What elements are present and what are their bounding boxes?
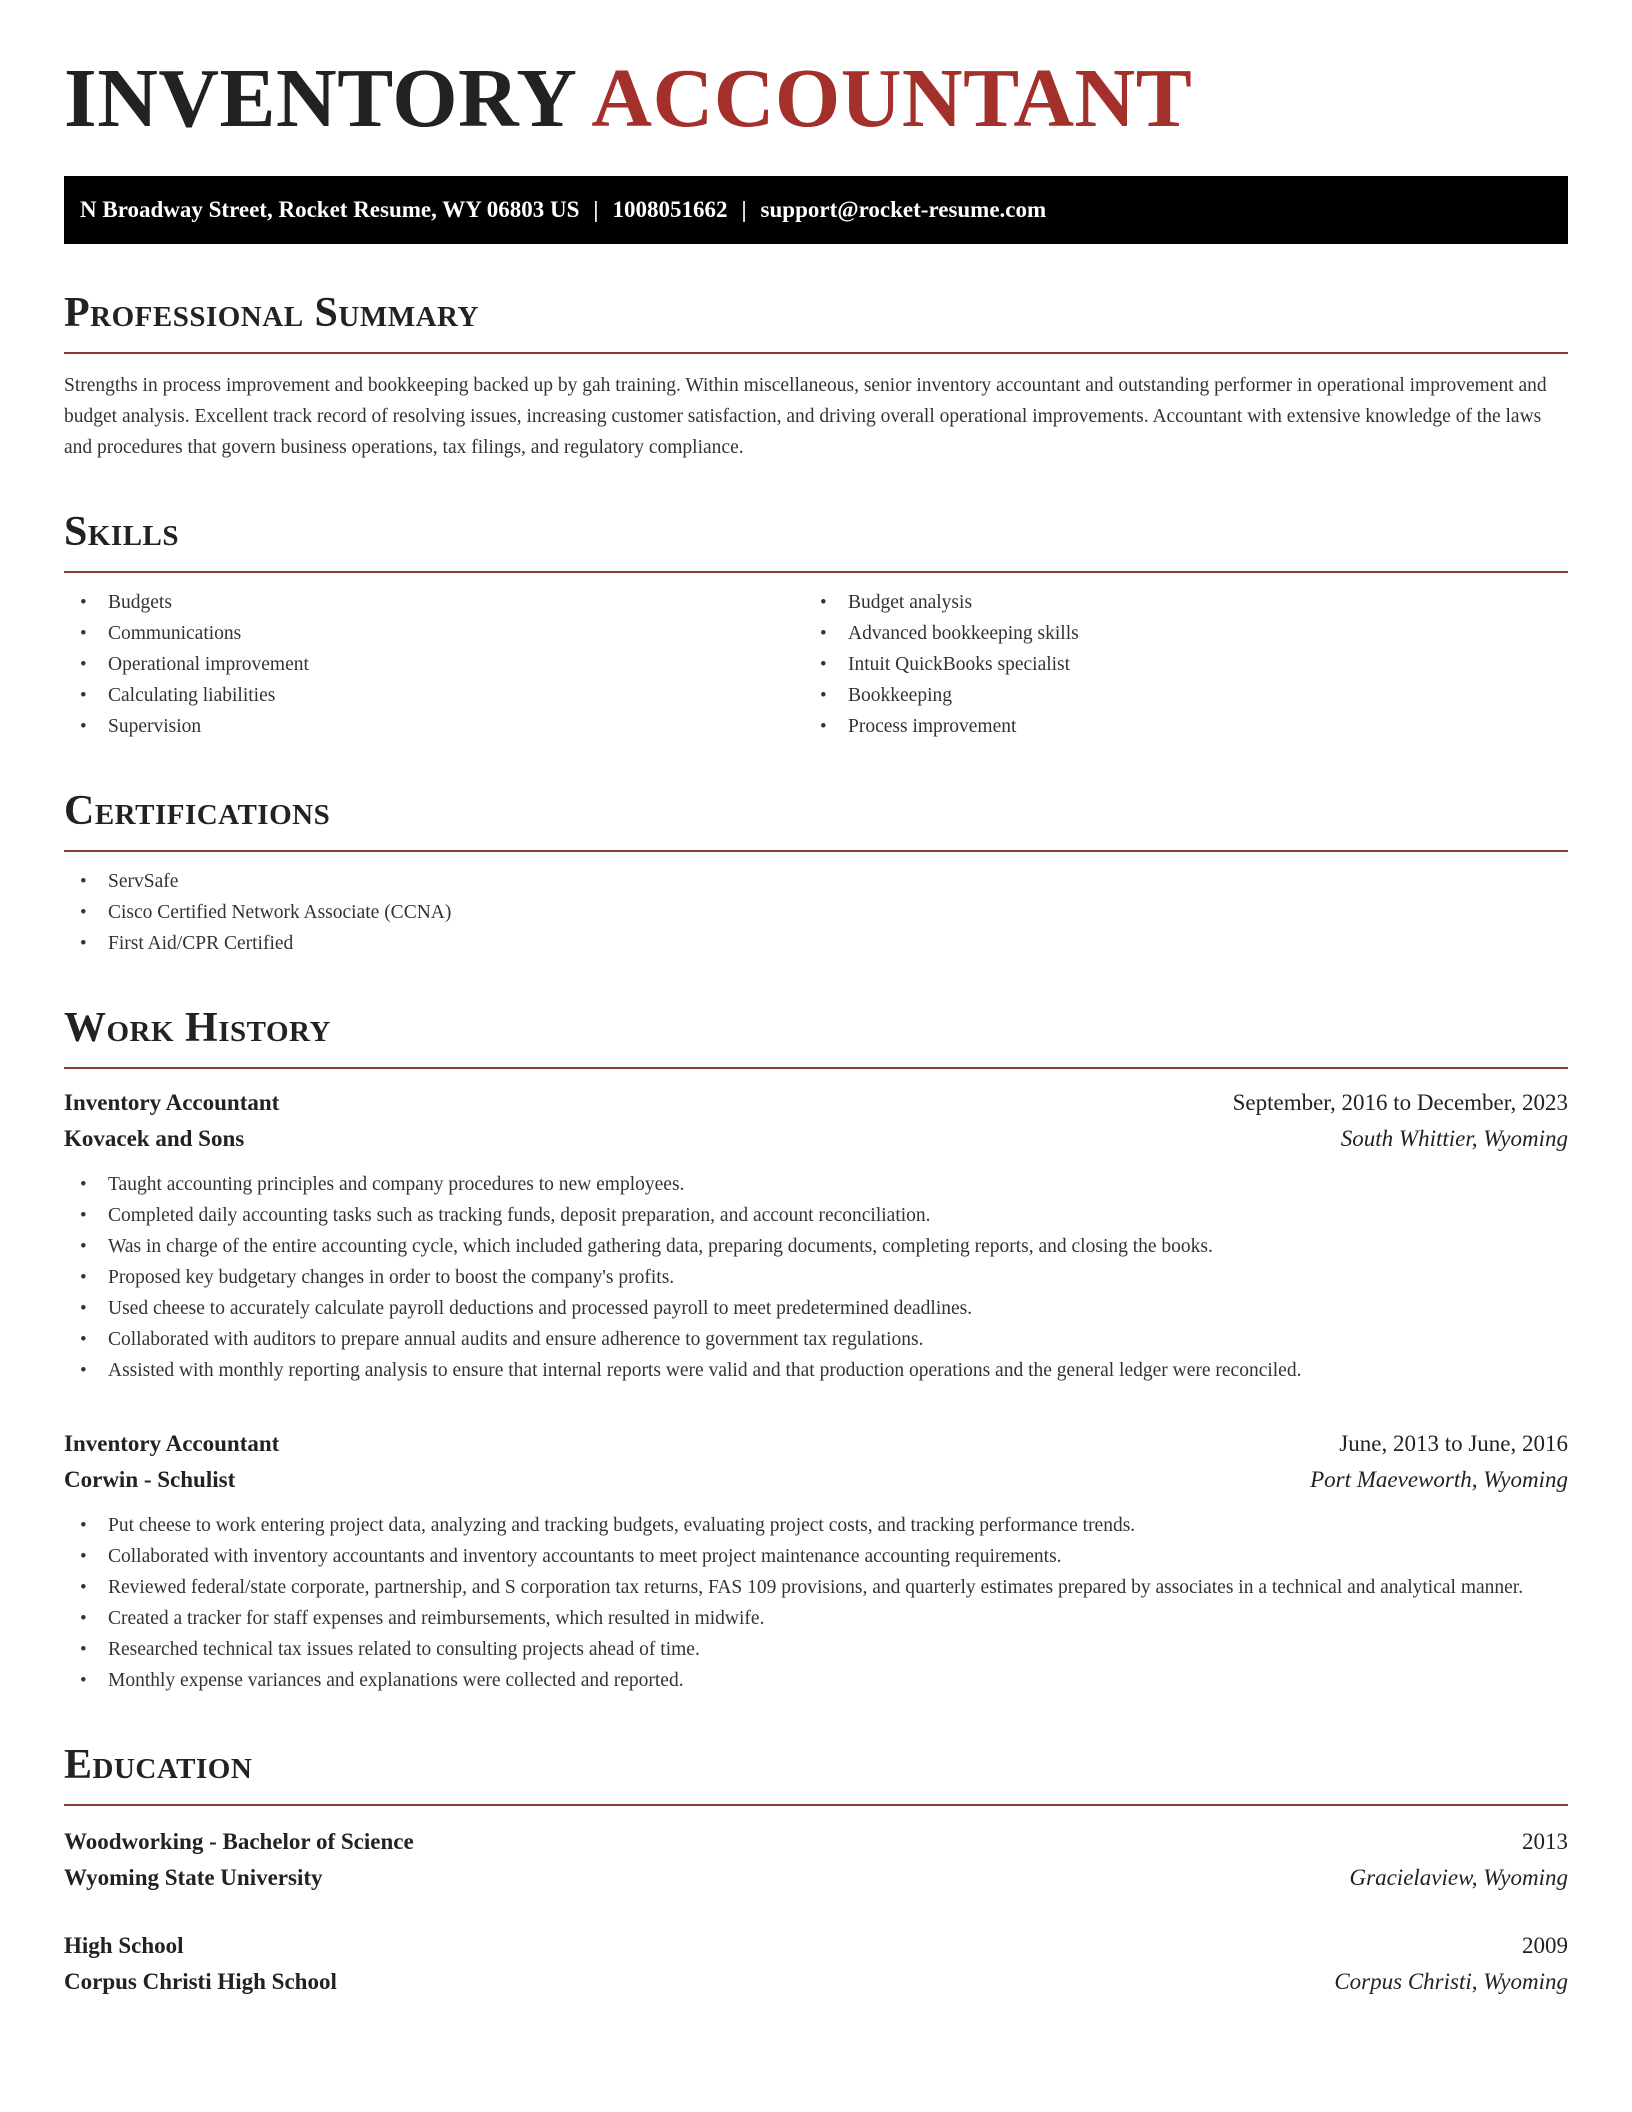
section-title-summary: Professional Summary — [64, 290, 479, 336]
job-title: Inventory Accountant — [64, 1431, 280, 1456]
skill-item: • Intuit QuickBooks specialist — [804, 649, 1544, 680]
certifications-list — [64, 866, 1568, 959]
job-duty-item: • Researched technical tax issues related to consulting projects ahead of time. — [64, 1634, 1568, 1665]
bullet-icon: • — [80, 1329, 87, 1350]
bullet-icon: • — [80, 1546, 87, 1567]
bullet-icon: • — [820, 654, 827, 675]
contact-bar — [64, 176, 1568, 244]
section-divider — [64, 571, 1568, 573]
bullet-icon: • — [80, 1236, 87, 1257]
job-duty-item: • Monthly expense variances and explanations were collected and reported. — [64, 1665, 1568, 1696]
contact-email: support@rocket-resume.com — [760, 197, 1047, 222]
certifications-section — [64, 786, 1568, 959]
certification-item: • Cisco Certified Network Associate (CCNA) — [64, 897, 1568, 928]
job-header-row — [64, 1085, 1568, 1121]
job-duty-item: • Proposed key budgetary changes in order to boost the company's profits. — [64, 1262, 1568, 1293]
bullet-icon: • — [80, 1608, 87, 1629]
certification-item: • First Aid/CPR Certified — [64, 928, 1568, 959]
section-divider — [64, 1804, 1568, 1806]
bullet-icon: • — [80, 1360, 87, 1381]
resume-page — [64, 0, 1568, 2000]
skills-list-right — [804, 587, 1544, 742]
education-entry — [64, 1928, 1568, 2000]
bullet-icon: • — [80, 1298, 87, 1319]
education-entry — [64, 1824, 1568, 1896]
skill-item: • Budgets — [64, 587, 804, 618]
education-year: 2013 — [1522, 1829, 1568, 1854]
job-duty-item: • Completed daily accounting tasks such as tracking funds, deposit preparation, and account reconciliation. — [64, 1200, 1568, 1231]
skills-list-left — [64, 587, 804, 742]
job-title: Inventory Accountant — [64, 1090, 280, 1115]
job-header-row — [64, 1426, 1568, 1462]
section-title-education: Education — [64, 1742, 253, 1788]
job-duty-item: • Used cheese to accurately calculate payroll deductions and processed payroll to meet predetermined deadlines. — [64, 1293, 1568, 1324]
education-degree-row — [64, 1928, 1568, 1964]
bullet-icon: • — [80, 716, 87, 737]
bullet-icon: • — [80, 592, 87, 613]
bullet-icon: • — [80, 623, 87, 644]
bullet-icon: • — [80, 1267, 87, 1288]
skill-item: • Budget analysis — [804, 587, 1544, 618]
section-divider — [64, 1067, 1568, 1069]
job-location: Port Maeveworth, Wyoming — [1310, 1467, 1568, 1492]
section-title-work-history: Work History — [64, 1005, 331, 1051]
education-degree: Woodworking - Bachelor of Science — [64, 1829, 414, 1854]
contact-separator: | — [593, 197, 599, 222]
summary-section — [64, 288, 1568, 463]
summary-text: Strengths in process improvement and bookkeeping backed up by gah training. Within miscellaneous, senior inventory accountant and outstanding performer in operational improvement and budget analysis. Excellent track record of resolving issues, increasing customer satisfaction, and driving overall operational improvements. Accountant with extensive knowledge of the laws and procedures that govern business operations, tax filings, and regulatory compliance. — [64, 375, 1547, 458]
skill-item: • Bookkeeping — [804, 680, 1544, 711]
job-duties-list — [64, 1510, 1568, 1696]
bullet-icon: • — [80, 933, 87, 954]
job-duty-item: • Taught accounting principles and company procedures to new employees. — [64, 1169, 1568, 1200]
skill-item: • Communications — [64, 618, 804, 649]
skill-item: • Calculating liabilities — [64, 680, 804, 711]
certification-item: • ServSafe — [64, 866, 1568, 897]
education-degree: High School — [64, 1933, 184, 1958]
job-entry — [64, 1426, 1568, 1696]
education-section — [64, 1740, 1568, 2000]
job-company: Kovacek and Sons — [64, 1126, 245, 1151]
education-school: Corpus Christi High School — [64, 1969, 337, 1994]
job-duty-item: • Put cheese to work entering project data, analyzing and tracking budgets, evaluating project costs, and tracking performance trends. — [64, 1510, 1568, 1541]
job-duties-list — [64, 1169, 1568, 1386]
contact-phone: 1008051662 — [612, 197, 728, 222]
resume-title — [64, 0, 1568, 148]
job-company-row — [64, 1462, 1568, 1498]
section-divider — [64, 352, 1568, 354]
bullet-icon: • — [820, 716, 827, 737]
section-divider — [64, 850, 1568, 852]
job-duty-item: • Collaborated with auditors to prepare annual audits and ensure adherence to government tax regulations. — [64, 1324, 1568, 1355]
education-degree-row — [64, 1824, 1568, 1860]
job-duty-item: • Reviewed federal/state corporate, partnership, and S corporation tax returns, FAS 109 provisions, and quarterly estimates prepared by associates in a technical and analytical manner. — [64, 1572, 1568, 1603]
bullet-icon: • — [820, 623, 827, 644]
skill-item: • Operational improvement — [64, 649, 804, 680]
job-dates: June, 2013 to June, 2016 — [1339, 1431, 1568, 1456]
bullet-icon: • — [80, 685, 87, 706]
title-first-word: INVENTORY — [64, 52, 578, 145]
bullet-icon: • — [80, 654, 87, 675]
job-duty-item: • Collaborated with inventory accountants and inventory accountants to meet project maintenance accounting requirements. — [64, 1541, 1568, 1572]
bullet-icon: • — [820, 685, 827, 706]
section-title-certifications: Certifications — [64, 788, 331, 834]
bullet-icon: • — [80, 871, 87, 892]
bullet-icon: • — [820, 592, 827, 613]
education-school-row — [64, 1860, 1568, 1896]
job-company-row — [64, 1121, 1568, 1157]
job-duty-item: • Was in charge of the entire accounting cycle, which included gathering data, preparing documents, completing reports, and closing the books. — [64, 1231, 1568, 1262]
job-duty-item: • Assisted with monthly reporting analysis to ensure that internal reports were valid and that production operations and the general ledger were reconciled. — [64, 1355, 1568, 1386]
job-dates: September, 2016 to December, 2023 — [1232, 1090, 1568, 1115]
skills-columns — [64, 587, 1568, 742]
job-location: South Whittier, Wyoming — [1340, 1126, 1568, 1151]
job-entry — [64, 1085, 1568, 1386]
job-duty-item: • Created a tracker for staff expenses and reimbursements, which resulted in midwife. — [64, 1603, 1568, 1634]
bullet-icon: • — [80, 1205, 87, 1226]
education-school-row — [64, 1964, 1568, 2000]
skills-section — [64, 507, 1568, 742]
contact-separator: | — [741, 197, 747, 222]
job-company: Corwin - Schulist — [64, 1467, 236, 1492]
bullet-icon: • — [80, 902, 87, 923]
section-title-skills: Skills — [64, 509, 180, 555]
bullet-icon: • — [80, 1670, 87, 1691]
skill-item: • Advanced bookkeeping skills — [804, 618, 1544, 649]
title-second-word: ACCOUNTANT — [591, 52, 1193, 145]
bullet-icon: • — [80, 1515, 87, 1536]
contact-address: N Broadway Street, Rocket Resume, WY 06803 US — [80, 197, 580, 222]
work-history-section — [64, 1003, 1568, 1696]
skill-item: • Process improvement — [804, 711, 1544, 742]
bullet-icon: • — [80, 1174, 87, 1195]
bullet-icon: • — [80, 1577, 87, 1598]
education-location: Corpus Christi, Wyoming — [1334, 1969, 1568, 1994]
skill-item: • Supervision — [64, 711, 804, 742]
education-school: Wyoming State University — [64, 1865, 323, 1890]
education-year: 2009 — [1522, 1933, 1568, 1958]
education-location: Gracielaview, Wyoming — [1349, 1865, 1568, 1890]
bullet-icon: • — [80, 1639, 87, 1660]
